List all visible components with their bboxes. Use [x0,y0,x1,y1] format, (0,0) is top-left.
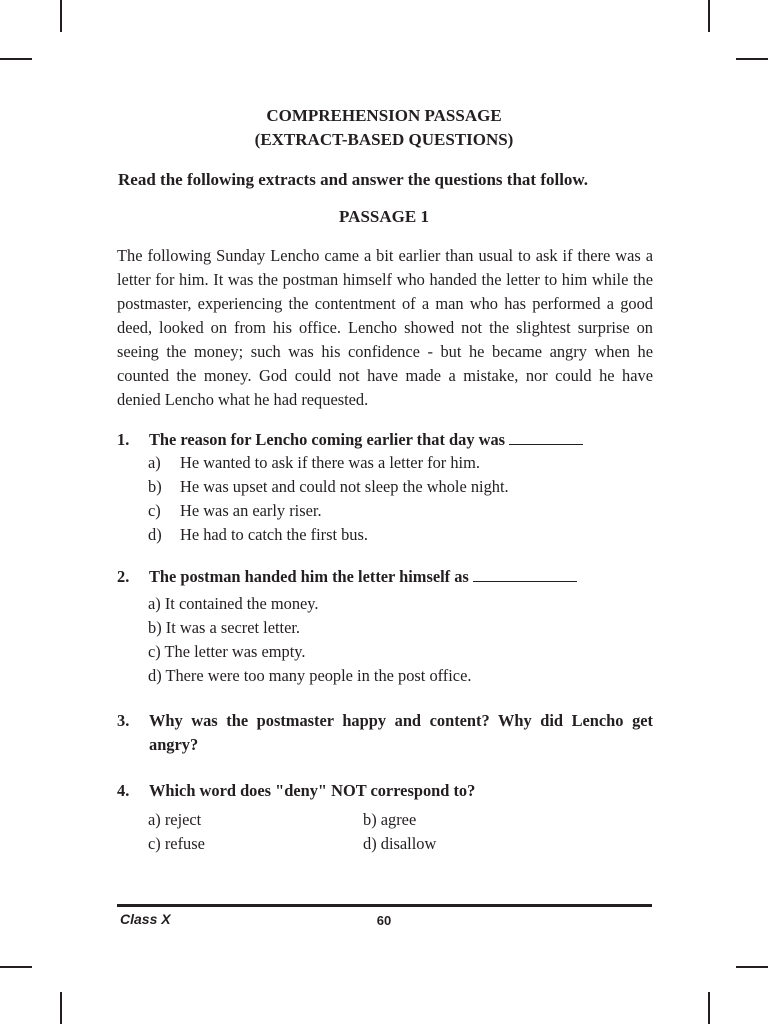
option: a) It contained the money. [148,594,319,613]
crop-mark [736,966,768,968]
crop-mark [708,0,710,32]
option: c) He was an early riser. [148,501,322,520]
question-number: 2. [117,567,130,586]
question-number: 4. [117,781,130,800]
page-number: 60 [376,913,392,928]
footer-class-label: Class X [120,911,171,927]
question-text: Which word does "deny" NOT correspond to? [149,781,476,800]
page-subtitle: (EXTRACT-BASED QUESTIONS) [254,130,514,149]
option: b) It was a secret letter. [148,618,300,637]
instruction: Read the following extracts and answer the questions that follow. [118,170,589,189]
option: c) refuse [148,834,205,853]
page-title: COMPREHENSION PASSAGE [266,106,502,125]
crop-mark [60,992,62,1024]
crop-mark [0,58,32,60]
option: d) disallow [363,834,437,853]
answer-blank [473,567,577,582]
question-text: Why was the postmaster happy and content? Why did Lencho get angry? [149,711,653,754]
question-text: The reason for Lencho coming earlier that day was [149,430,506,449]
question-3 [117,709,653,757]
question-number: 3. [117,711,130,730]
crop-mark [60,0,62,32]
option: b) He was upset and could not sleep the whole night. [148,477,509,496]
crop-mark [708,992,710,1024]
option: d) He had to catch the first bus. [148,525,368,544]
answer-blank [509,430,583,445]
option: a) He wanted to ask if there was a letter for him. [148,453,480,472]
question-number: 1. [117,430,130,449]
crop-mark [0,966,32,968]
option: a) reject [148,810,202,829]
question-4 [117,779,653,803]
crop-mark [736,58,768,60]
footer-rule [117,904,652,907]
question-1 [117,428,653,452]
option: c) The letter was empty. [148,642,306,661]
passage-heading: PASSAGE 1 [339,207,429,226]
question-text: The postman handed him the letter himself as [149,567,469,586]
passage-text: The following Sunday Lencho came a bit earlier than usual to ask if there was a letter for him. It was the postman himself who handed the letter to him while the postmaster, experiencing the contentment of a man who has performed a good deed, looked on from his office. Lencho showed not the slightest surprise on seeing the money; such was his confidence - but he became angry when he counted the money. God could not have made a mistake, nor could he have denied Lencho what he had requested. [117,246,653,409]
option: b) agree [363,810,417,829]
question-2 [117,565,653,589]
option: d) There were too many people in the post office. [148,666,472,685]
